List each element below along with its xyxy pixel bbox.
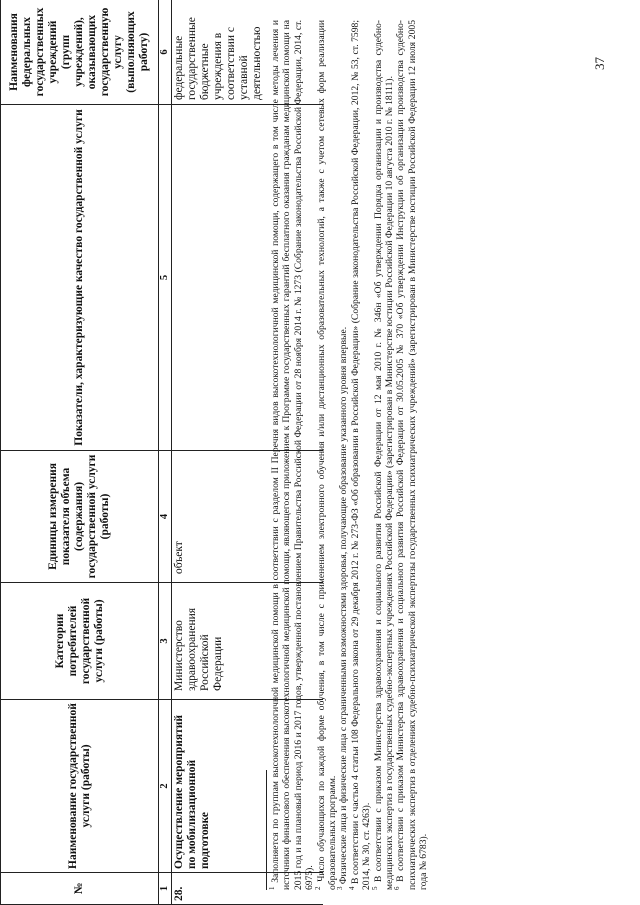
footnote: $^6$ В соответствии с приказом Министерства здравоохранения и социального развития Российской Федерации от 30.05.2005 № 370 «Об утверждении Инструкции об организации производства судебно-психиатрических экспертиз в отделениях судебно-психиатрической экспертизы государственных психиатрических учреждений» (зарегистрирован в Министерстве юстиции Российской Федерации 12 июля 2005 года № 6783). [393, 20, 430, 890]
row-institutions: федеральные государственные бюджетные учреждения в соответствии с уставной деятельностью [172, 0, 324, 105]
column-number: 4 [159, 451, 172, 583]
footnote: $^2$ Число обучающихся по каждой форме обучения, в том числе с применением электронного обучения и/или дистанционных образовательных технологий, а также с учетом сетевых форм реализации образовательных программ. [313, 20, 339, 890]
column-number: 3 [159, 583, 172, 700]
row-service-name: Осуществление мероприятий по мобилизационной подготовке [172, 700, 324, 873]
row-volume-unit: объект [172, 451, 324, 583]
footnote-separator [266, 770, 267, 890]
footnote: $^4$ В соответствии с частью 4 статьи 108 Федерального закона от 29 декабря 2012 г. № 273-ФЗ «Об образовании в Российской Федерации» (Собрание законодательства Российской Федерации, 2012, № 53, ст. 7598; 2014, № 30, ст. 4263). [347, 20, 373, 890]
header-service-name: Наименование государственной услуги (работы) [1, 700, 159, 873]
header-volume-units: Единицы измерения показателя объема (содержания) государственной услуги (работы) [1, 451, 159, 583]
row-number: 28. [172, 873, 324, 905]
column-number: 6 [159, 0, 172, 105]
column-number: 5 [159, 105, 172, 451]
table-header-row [1, 0, 159, 905]
column-number: 2 [159, 700, 172, 873]
header-number: № [1, 873, 159, 905]
footnote: $^1$ Заполняется по группам высокотехнологичной медицинской помощи в соответствии с разделом II Перечня видов высокотехнологичной медицинской помощи, содержащего в том числе методы лечения и источники финансового обеспечения высокотехнологичной медицинской помощи, являющегося приложением к Программе государственных гарантий бесплатного оказания гражданам медицинской помощи на 2015 год и на плановый период 2016 и 2017 годов, утвержденной постановлением Правительства Российской Федерации от 28 ноября 2014 г. № 1273 (Собрание законодательства Российской Федерации, 2014, ст. 6975). [267, 20, 316, 890]
column-number: 1 [159, 873, 172, 905]
footnotes [267, 20, 430, 890]
column-number-row [159, 0, 172, 905]
page-number: 37 [592, 57, 607, 70]
header-quality-indicators: Показатели, характеризующие качество государственной услуги [1, 105, 159, 451]
row-consumer-category: Министерство здравоохранения Российской Федерации [172, 583, 324, 700]
header-consumer-categories: Категории потребителей государственной услуги (работы) [1, 583, 159, 700]
footnote: $^5$ В соответствии с приказом Министерства здравоохранения и социального развития Российской Федерации от 12 мая 2010 г. № 346н «Об утверждении Порядка организации и производства судебно-медицинских экспертиз в государственных судебно-экспертных учреждениях Российской Федерации» (зарегистрирован в Министерстве юстиции Российской Федерации 10 августа 2010 г. № 18111). [370, 20, 396, 890]
header-institutions: Наименования федеральных государственных учреждений (групп учреждений), оказывающих государственную услугу (выполняющих работу) [1, 0, 159, 105]
footnote: $^3$ Физические лица и физические лица с ограниченными возможностями здоровья, получающие образование указанного уровня впервые. [336, 326, 350, 890]
